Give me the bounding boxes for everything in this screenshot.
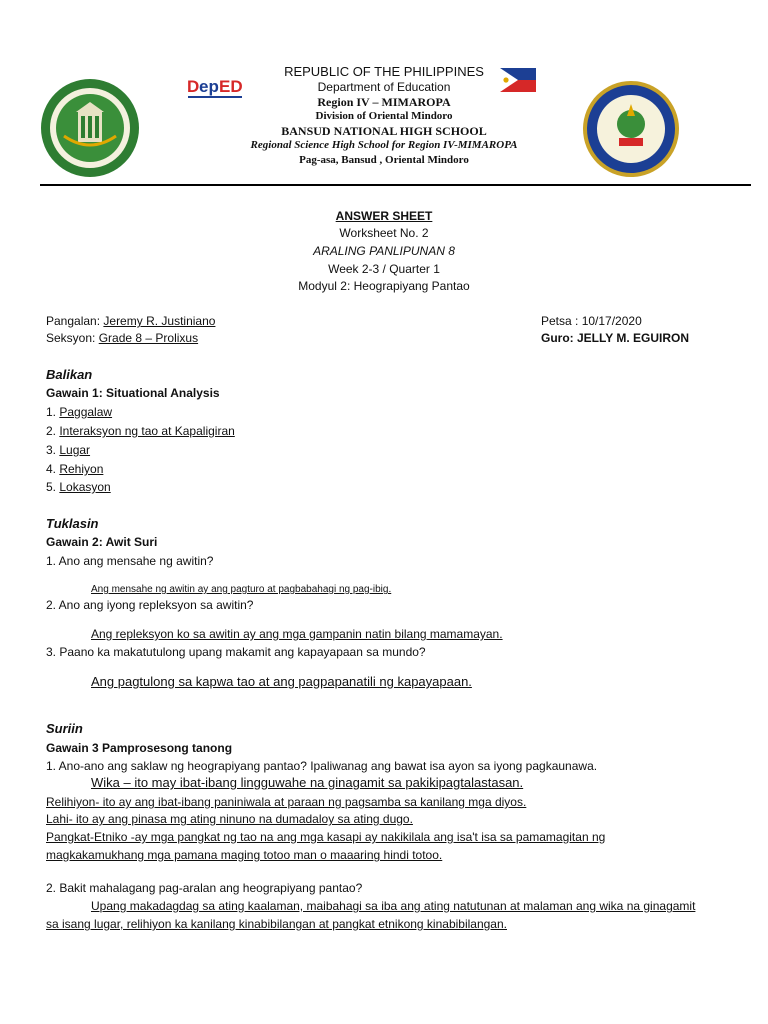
header-school-sub: Regional Science High School for Region IV-MIMAROPA bbox=[250, 139, 518, 151]
suriin-answer-1-line: Pangkat-Etniko -ay mga pangkat ng tao na ang mga kasapi ay nakikilala ang isa't isa sa pamamagitan ng bbox=[46, 830, 606, 844]
tuklasin-question-3: 3. Paano ka makatutulong upang makamit ang kapayapaan sa mundo? bbox=[46, 645, 426, 659]
tuklasin-answer-1: Ang mensahe ng awitin ay ang pagturo at pagbabahagi ng pag-ibig. bbox=[91, 584, 392, 595]
name-value: Jeremy R. Justiniano bbox=[103, 314, 216, 328]
suriin-answer-2-line: sa isang lugar, relihiyon ka kanilang kinabibilangan at pangkat etnikong kinabibilangan. bbox=[46, 917, 507, 931]
list-item: 1. Paggalaw bbox=[46, 405, 113, 419]
list-item: 3. Lugar bbox=[46, 443, 91, 457]
header-division: Division of Oriental Mindoro bbox=[315, 110, 453, 122]
suriin-answer-1-line: Wika – ito may ibat-ibang lingguwahe na ginagamit sa pakikipagtalastasan. bbox=[91, 775, 524, 790]
name-row bbox=[46, 314, 215, 328]
tuklasin-heading: Tuklasin bbox=[46, 516, 99, 531]
date-text: Petsa : 10/17/2020 bbox=[541, 314, 642, 328]
svg-text:ep: ep bbox=[199, 77, 219, 96]
teacher-text: Guro: JELLY M. EGUIRON bbox=[541, 331, 690, 345]
suriin-heading: Suriin bbox=[46, 721, 83, 736]
tuklasin-answer-3: Ang pagtulong sa kapwa tao at ang pagpapanatili ng kapayapaan. bbox=[91, 674, 472, 689]
week-quarter: Week 2-3 / Quarter 1 bbox=[328, 262, 440, 276]
suriin-activity: Gawain 3 Pamprosesong tanong bbox=[46, 741, 233, 755]
header-republic: REPUBLIC OF THE PHILIPPINES bbox=[284, 64, 484, 79]
module-title: Modyul 2: Heograpiyang Pantao bbox=[298, 279, 470, 293]
header-department: Department of Education bbox=[317, 80, 451, 94]
name-label: Pangalan: bbox=[46, 314, 104, 328]
balikan-heading: Balikan bbox=[46, 367, 93, 382]
suriin-answer-1-line: Relihiyon- ito ay ang ibat-ibang paniniwala at paraan ng pagsamba sa kanilang mga diyos. bbox=[46, 795, 527, 809]
balikan-activity: Gawain 1: Situational Analysis bbox=[46, 386, 220, 400]
suriin-answer-1-line: magkakamukhang mga pamana maging totoo man o maaaring hindi totoo. bbox=[46, 848, 443, 862]
header-divider bbox=[40, 184, 751, 186]
tuklasin-question-1: 1. Ano ang mensahe ng awitin? bbox=[46, 554, 214, 568]
list-item: 2. Interaksyon ng tao at Kapaligiran bbox=[46, 424, 235, 438]
svg-text:ED: ED bbox=[219, 77, 243, 96]
worksheet-number: Worksheet No. 2 bbox=[339, 226, 429, 240]
section-row bbox=[46, 331, 198, 345]
section-value: Grade 8 – Prolixus bbox=[98, 331, 199, 345]
suriin-answer-1-line: Lahi- ito ay ang pinasa mg ating ninuno na dumadaloy sa ating dugo. bbox=[46, 812, 413, 826]
header-address: Pag-asa, Bansud , Oriental Mindoro bbox=[299, 154, 469, 166]
header-region: Region IV – MIMAROPA bbox=[317, 95, 451, 109]
tuklasin-question-2: 2. Ano ang iyong repleksyon sa awitin? bbox=[46, 598, 254, 612]
suriin-question-2: 2. Bakit mahalagang pag-aralan ang heograpiyang pantao? bbox=[46, 881, 363, 895]
list-item: 5. Lokasyon bbox=[46, 480, 111, 494]
subject-title: ARALING PANLIPUNAN 8 bbox=[313, 244, 455, 258]
section-label: Seksyon: bbox=[46, 331, 99, 345]
list-item: 4. Rehiyon bbox=[46, 462, 104, 476]
tuklasin-activity: Gawain 2: Awit Suri bbox=[46, 535, 158, 549]
svg-text:D: D bbox=[187, 77, 200, 96]
suriin-answer-2-line: Upang makadagdag sa ating kaalaman, maibahagi sa iba ang ating natutunan at malaman ang wika na ginagamit bbox=[91, 899, 696, 913]
tuklasin-answer-2: Ang repleksyon ko sa awitin ay ang mga gampanin natin bilang mamamayan. bbox=[91, 627, 503, 641]
suriin-question-1: 1. Ano-ano ang saklaw ng heograpiyang pantao? Ipaliwanag ang bawat isa ayon sa iyong pagkaunawa. bbox=[46, 759, 598, 773]
answer-sheet-title: ANSWER SHEET bbox=[335, 209, 433, 223]
header-school: BANSUD NATIONAL HIGH SCHOOL bbox=[281, 124, 487, 138]
